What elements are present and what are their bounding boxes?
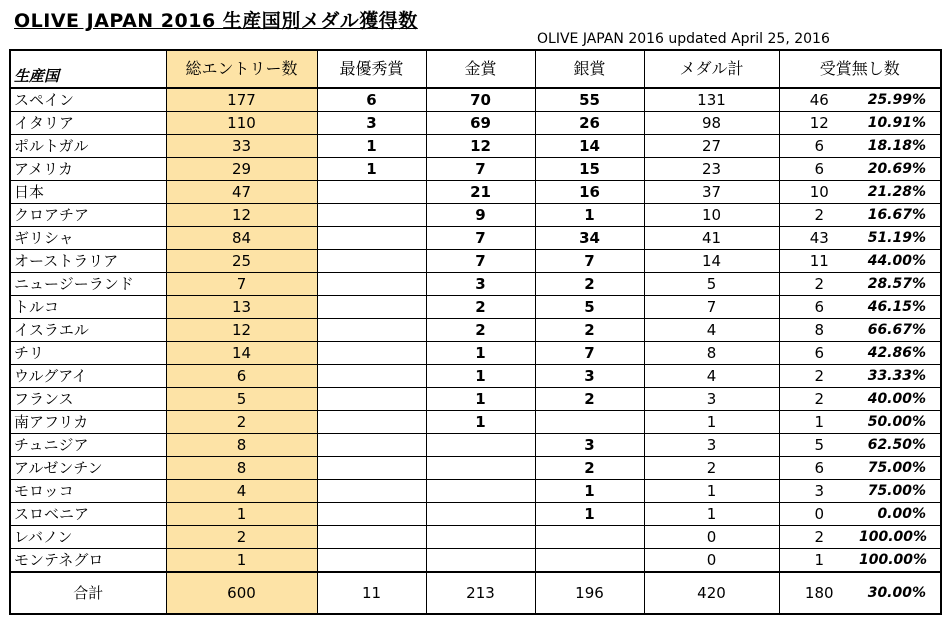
table-row [10, 273, 941, 296]
total-row [10, 572, 941, 614]
cell-medals: 2 [644, 457, 779, 480]
cell-best [317, 273, 426, 296]
cell-entries: 110 [166, 112, 317, 135]
cell-medals: 7 [644, 296, 779, 319]
cell-silver: 5 [535, 296, 644, 319]
cell-medals: 8 [644, 342, 779, 365]
cell-medals: 41 [644, 227, 779, 250]
header-row [10, 50, 941, 88]
cell-country: モンテネグロ [10, 549, 166, 573]
cell-medals: 3 [644, 434, 779, 457]
cell-pct: 100.00% [859, 526, 941, 549]
table-row [10, 296, 941, 319]
cell-silver: 16 [535, 181, 644, 204]
cell-entries: 29 [166, 158, 317, 181]
cell-medals: 10 [644, 204, 779, 227]
cell-best [317, 227, 426, 250]
cell-entries: 5 [166, 388, 317, 411]
cell-entries: 7 [166, 273, 317, 296]
cell-country: トルコ [10, 296, 166, 319]
cell-pct: 75.00% [859, 457, 941, 480]
total-best: 11 [317, 572, 426, 614]
cell-gold [426, 526, 535, 549]
cell-best: 1 [317, 158, 426, 181]
cell-country: レバノン [10, 526, 166, 549]
cell-silver: 1 [535, 503, 644, 526]
cell-medals: 37 [644, 181, 779, 204]
cell-best [317, 549, 426, 573]
table-body [10, 88, 941, 572]
header-no-award: 受賞無し数 [779, 50, 941, 88]
cell-silver: 34 [535, 227, 644, 250]
cell-best [317, 503, 426, 526]
cell-pct: 28.57% [859, 273, 941, 296]
cell-country: アルゼンチン [10, 457, 166, 480]
table-row [10, 526, 941, 549]
cell-pct: 40.00% [859, 388, 941, 411]
cell-no-award: 8 [779, 319, 859, 342]
cell-medals: 23 [644, 158, 779, 181]
cell-gold: 9 [426, 204, 535, 227]
cell-silver: 1 [535, 204, 644, 227]
cell-entries: 12 [166, 204, 317, 227]
cell-no-award: 12 [779, 112, 859, 135]
cell-pct: 100.00% [859, 549, 941, 573]
cell-silver: 7 [535, 250, 644, 273]
cell-best [317, 342, 426, 365]
cell-entries: 4 [166, 480, 317, 503]
cell-medals: 3 [644, 388, 779, 411]
cell-silver: 15 [535, 158, 644, 181]
table-row [10, 549, 941, 573]
cell-country: 日本 [10, 181, 166, 204]
table-row [10, 480, 941, 503]
cell-no-award: 6 [779, 135, 859, 158]
cell-pct: 44.00% [859, 250, 941, 273]
cell-no-award: 1 [779, 549, 859, 573]
cell-pct: 62.50% [859, 434, 941, 457]
cell-entries: 47 [166, 181, 317, 204]
cell-best [317, 204, 426, 227]
cell-medals: 1 [644, 503, 779, 526]
cell-no-award: 2 [779, 273, 859, 296]
cell-no-award: 6 [779, 296, 859, 319]
cell-silver: 2 [535, 319, 644, 342]
cell-silver [535, 549, 644, 573]
cell-gold: 70 [426, 88, 535, 112]
cell-no-award: 43 [779, 227, 859, 250]
cell-best [317, 526, 426, 549]
cell-pct: 42.86% [859, 342, 941, 365]
cell-pct: 51.19% [859, 227, 941, 250]
cell-silver: 3 [535, 434, 644, 457]
cell-medals: 27 [644, 135, 779, 158]
cell-country: ニュージーランド [10, 273, 166, 296]
cell-best: 1 [317, 135, 426, 158]
cell-medals: 14 [644, 250, 779, 273]
cell-entries: 6 [166, 365, 317, 388]
cell-country: クロアチア [10, 204, 166, 227]
table-row [10, 434, 941, 457]
cell-gold [426, 549, 535, 573]
header-gold: 金賞 [426, 50, 535, 88]
cell-best [317, 388, 426, 411]
cell-country: スペイン [10, 88, 166, 112]
cell-pct: 18.18% [859, 135, 941, 158]
cell-best: 3 [317, 112, 426, 135]
cell-no-award: 10 [779, 181, 859, 204]
table-row [10, 457, 941, 480]
cell-silver [535, 526, 644, 549]
table-row [10, 342, 941, 365]
medal-table [9, 49, 942, 615]
table-row [10, 250, 941, 273]
cell-country: イタリア [10, 112, 166, 135]
cell-pct: 20.69% [859, 158, 941, 181]
total-entries: 600 [166, 572, 317, 614]
cell-pct: 16.67% [859, 204, 941, 227]
cell-silver: 3 [535, 365, 644, 388]
total-pct: 30.00% [859, 572, 941, 614]
cell-pct: 25.99% [859, 88, 941, 112]
header-country: 生産国 [10, 50, 166, 88]
cell-best [317, 457, 426, 480]
cell-gold: 1 [426, 342, 535, 365]
cell-silver: 26 [535, 112, 644, 135]
cell-entries: 8 [166, 434, 317, 457]
cell-entries: 8 [166, 457, 317, 480]
cell-country: モロッコ [10, 480, 166, 503]
cell-gold: 21 [426, 181, 535, 204]
cell-entries: 84 [166, 227, 317, 250]
cell-silver: 2 [535, 388, 644, 411]
total-medals: 420 [644, 572, 779, 614]
cell-entries: 2 [166, 526, 317, 549]
cell-silver: 1 [535, 480, 644, 503]
table-row [10, 227, 941, 250]
table-row [10, 365, 941, 388]
header-silver: 銀賞 [535, 50, 644, 88]
cell-pct: 66.67% [859, 319, 941, 342]
cell-medals: 0 [644, 549, 779, 573]
cell-silver [535, 411, 644, 434]
cell-medals: 1 [644, 480, 779, 503]
cell-no-award: 11 [779, 250, 859, 273]
cell-best [317, 411, 426, 434]
header-entries: 総エントリー数 [166, 50, 317, 88]
cell-gold: 7 [426, 227, 535, 250]
table-row [10, 204, 941, 227]
cell-entries: 1 [166, 503, 317, 526]
cell-best [317, 480, 426, 503]
cell-country: オーストラリア [10, 250, 166, 273]
table-row [10, 88, 941, 112]
cell-medals: 4 [644, 365, 779, 388]
cell-medals: 4 [644, 319, 779, 342]
cell-gold: 3 [426, 273, 535, 296]
cell-best: 6 [317, 88, 426, 112]
cell-best [317, 296, 426, 319]
table-row [10, 181, 941, 204]
cell-medals: 0 [644, 526, 779, 549]
cell-pct: 21.28% [859, 181, 941, 204]
cell-medals: 1 [644, 411, 779, 434]
cell-entries: 13 [166, 296, 317, 319]
cell-gold [426, 457, 535, 480]
cell-gold: 7 [426, 250, 535, 273]
cell-gold: 2 [426, 296, 535, 319]
page-title: OLIVE JAPAN 2016 生産国別メダル獲得数 [14, 10, 418, 32]
total-label: 合計 [10, 572, 166, 614]
table-row [10, 158, 941, 181]
cell-gold: 2 [426, 319, 535, 342]
cell-no-award: 2 [779, 526, 859, 549]
cell-silver: 14 [535, 135, 644, 158]
cell-best [317, 319, 426, 342]
total-silver: 196 [535, 572, 644, 614]
cell-no-award: 1 [779, 411, 859, 434]
cell-country: チリ [10, 342, 166, 365]
cell-country: ギリシャ [10, 227, 166, 250]
cell-medals: 5 [644, 273, 779, 296]
cell-best [317, 365, 426, 388]
table-row [10, 503, 941, 526]
cell-no-award: 5 [779, 434, 859, 457]
cell-entries: 177 [166, 88, 317, 112]
cell-gold: 69 [426, 112, 535, 135]
header-best: 最優秀賞 [317, 50, 426, 88]
cell-pct: 33.33% [859, 365, 941, 388]
cell-silver: 55 [535, 88, 644, 112]
table-row [10, 388, 941, 411]
cell-country: イスラエル [10, 319, 166, 342]
cell-pct: 10.91% [859, 112, 941, 135]
cell-best [317, 434, 426, 457]
cell-no-award: 2 [779, 388, 859, 411]
cell-entries: 14 [166, 342, 317, 365]
cell-best [317, 181, 426, 204]
cell-country: チュニジア [10, 434, 166, 457]
cell-gold [426, 434, 535, 457]
table-row [10, 135, 941, 158]
header-medals: メダル計 [644, 50, 779, 88]
cell-country: アメリカ [10, 158, 166, 181]
cell-best [317, 250, 426, 273]
cell-gold: 7 [426, 158, 535, 181]
cell-no-award: 2 [779, 365, 859, 388]
cell-pct: 0.00% [859, 503, 941, 526]
total-no-award: 180 [779, 572, 859, 614]
cell-pct: 50.00% [859, 411, 941, 434]
table-row [10, 411, 941, 434]
cell-no-award: 3 [779, 480, 859, 503]
cell-country: スロベニア [10, 503, 166, 526]
cell-country: フランス [10, 388, 166, 411]
cell-country: ウルグアイ [10, 365, 166, 388]
cell-gold: 1 [426, 365, 535, 388]
cell-no-award: 0 [779, 503, 859, 526]
cell-entries: 33 [166, 135, 317, 158]
total-gold: 213 [426, 572, 535, 614]
cell-no-award: 6 [779, 158, 859, 181]
update-note: OLIVE JAPAN 2016 updated April 25, 2016 [537, 31, 830, 47]
cell-gold: 1 [426, 411, 535, 434]
cell-entries: 1 [166, 549, 317, 573]
cell-gold [426, 503, 535, 526]
cell-silver: 2 [535, 457, 644, 480]
cell-entries: 25 [166, 250, 317, 273]
cell-gold [426, 480, 535, 503]
table-row [10, 112, 941, 135]
cell-pct: 75.00% [859, 480, 941, 503]
cell-country: ポルトガル [10, 135, 166, 158]
cell-pct: 46.15% [859, 296, 941, 319]
cell-gold: 1 [426, 388, 535, 411]
cell-no-award: 6 [779, 457, 859, 480]
cell-silver: 2 [535, 273, 644, 296]
table-row [10, 319, 941, 342]
cell-medals: 98 [644, 112, 779, 135]
cell-no-award: 6 [779, 342, 859, 365]
cell-country: 南アフリカ [10, 411, 166, 434]
cell-no-award: 46 [779, 88, 859, 112]
cell-entries: 2 [166, 411, 317, 434]
cell-silver: 7 [535, 342, 644, 365]
cell-gold: 12 [426, 135, 535, 158]
cell-medals: 131 [644, 88, 779, 112]
cell-entries: 12 [166, 319, 317, 342]
cell-no-award: 2 [779, 204, 859, 227]
